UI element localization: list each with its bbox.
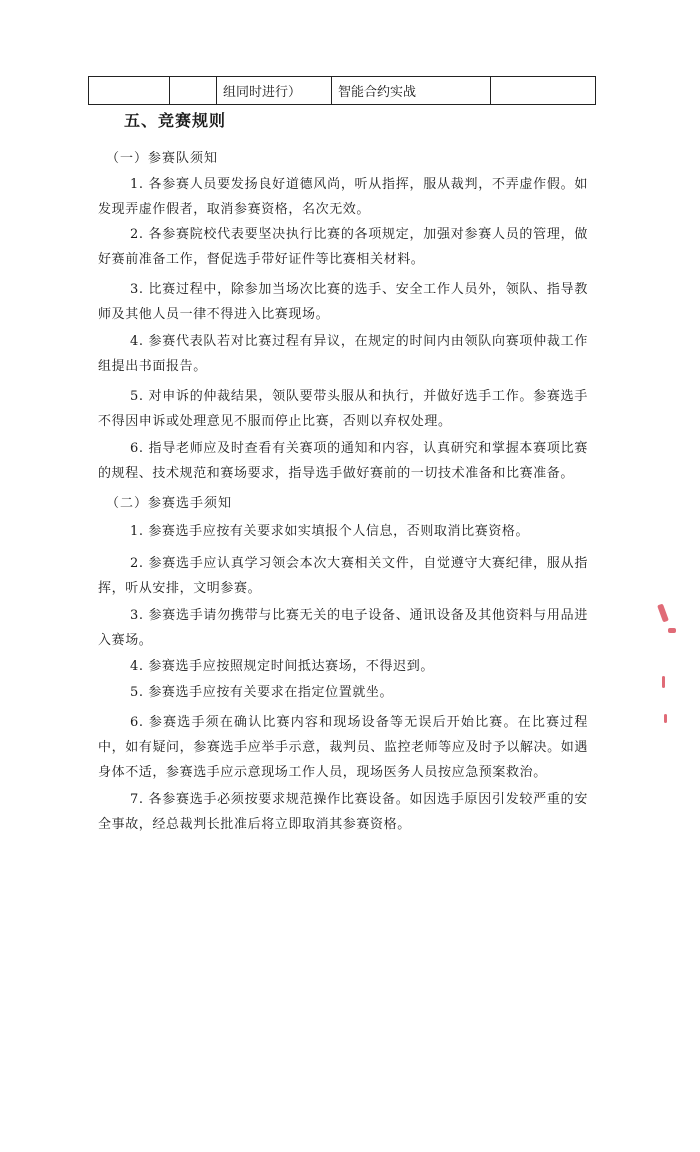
team-rule-4: 4. 参赛代表队若对比赛过程有异议，在规定的时间内由领队向赛项仲裁工作组提出书面报告。 [98, 334, 588, 374]
player-rule-6: 6. 参赛选手须在确认比赛内容和现场设备等无误后开始比赛。在比赛过程中，如有疑问，参赛选手应举手示意，裁判员、监控老师等应及时予以解决。如遇身体不适，参赛选手应示意现场工作人员，现场医务人员按应急预案救治。 [98, 715, 588, 780]
seal-trace [662, 676, 665, 688]
table-cell: 智能合约实战 [332, 77, 491, 105]
team-rule-2: 2. 各参赛院校代表要坚决执行比赛的各项规定，加强对参赛人员的管理，做好赛前准备工作，督促选手带好证件等比赛相关材料。 [98, 227, 588, 267]
seal-trace [657, 604, 669, 623]
seal-trace [668, 628, 676, 633]
table-cell [491, 77, 596, 105]
player-rule-5: 5. 参赛选手应按有关要求在指定位置就坐。 [130, 685, 394, 700]
team-rule-6: 6. 指导老师应及时查看有关赛项的通知和内容，认真研究和掌握本赛项比赛的规程、技术规范和赛场要求，指导选手做好赛前的一切技术准备和比赛准备。 [98, 441, 588, 481]
table-cell [170, 77, 217, 105]
player-rule-4: 4. 参赛选手应按照规定时间抵达赛场，不得迟到。 [130, 659, 434, 674]
seal-trace [664, 714, 667, 723]
table-cell [89, 77, 170, 105]
team-rule-1: 1. 各参赛人员要发扬良好道德风尚，听从指挥，服从裁判，不弄虚作假。如发现弄虚作假者，取消参赛资格，名次无效。 [98, 177, 588, 217]
team-rule-3: 3. 比赛过程中，除参加当场次比赛的选手、安全工作人员外，领队、指导教师及其他人员一律不得进入比赛现场。 [98, 282, 588, 322]
player-rule-7: 7. 各参赛选手必须按要求规范操作比赛设备。如因选手原因引发较严重的安全事故，经总裁判长批准后将立即取消其参赛资格。 [98, 792, 588, 832]
team-rules-title: （一）参赛队须知 [106, 151, 219, 166]
player-rule-1: 1. 参赛选手应按有关要求如实填报个人信息，否则取消比赛资格。 [130, 524, 530, 539]
table-row [89, 77, 596, 105]
table-cell: 组同时进行） [217, 77, 332, 105]
player-rules-title: （二）参赛选手须知 [106, 496, 233, 511]
player-rule-3: 3. 参赛选手请勿携带与比赛无关的电子设备、通讯设备及其他资料与用品进入赛场。 [98, 608, 588, 648]
table-fragment [88, 76, 596, 105]
section-title: 五、竞赛规则 [124, 111, 227, 130]
player-rule-2: 2. 参赛选手应认真学习领会本次大赛相关文件，自觉遵守大赛纪律，服从指挥，听从安排，文明参赛。 [98, 556, 588, 596]
team-rule-5: 5. 对申诉的仲裁结果，领队要带头服从和执行，并做好选手工作。参赛选手不得因申诉或处理意见不服而停止比赛，否则以弃权处理。 [98, 389, 588, 429]
